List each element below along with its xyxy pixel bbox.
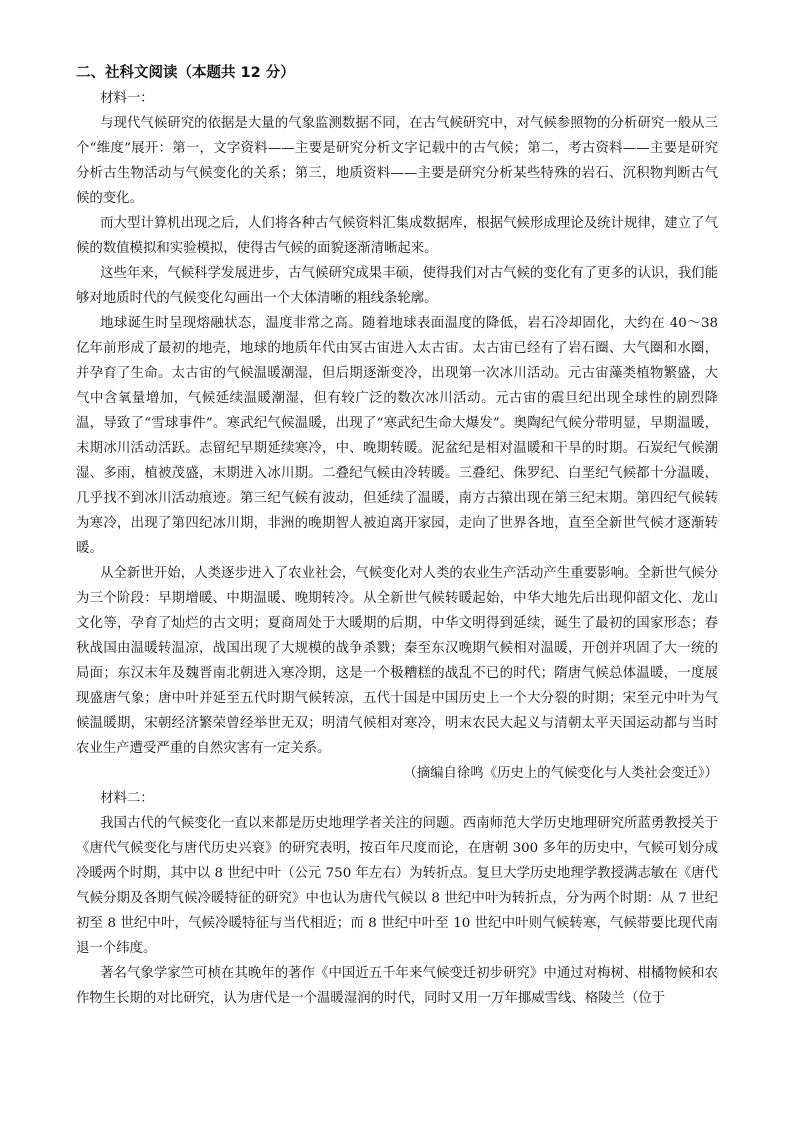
material-two-paragraph-1: 我国古代的气候变化一直以来都是历史地理学者关注的问题。西南师范大学历史地理研究所蓝勇教授关于《唐代气候变化与唐代历史兴衰》的研究表明，按百年尺度而论，在唐朝 300 多年的历史中，气候可划分成冷暖两个时期，其中以 8 世纪中叶（公元 750 年左右）为转折点。复旦大学历史地理学教授满志敏在《唐代气候分期及各期气候冷暖特征的研究》中也认为唐代气候以 8 世纪中叶为转折点，分为两个时期：从 7 世纪初至 8 世纪中叶，气候冷暖特征与当代相近；而 8 世纪中叶至 10 世纪中叶则气候转寒，气候带要比现代南退一个纬度。 bbox=[76, 816, 718, 956]
material-two-paragraph-2: 著名气象学家竺可桢在其晚年的著作《中国近五千年来气候变迁初步研究》中通过对梅树、柑橘物候和农作物生长期的对比研究，认为唐代是一个温暖湿润的时代，同时又用一万年挪威雪线、格陵兰（位于 bbox=[76, 966, 718, 1006]
material-two-label: 材料二： bbox=[100, 791, 154, 806]
material-one-paragraph-4: 地球诞生时呈现熔融状态，温度非常之高。随着地球表面温度的降低，岩石冷却固化，大约在 40～38 亿年前形成了最初的地壳，地球的地质年代由冥古宙进入太古宙。太古宙已经有了岩石圈、大气圈和水圈，并孕育了生命。太古宙的气候温暖潮湿，但后期逐渐变冷，出现第一次冰川活动。元古宙藻类植物繁盛，大气中含氧量增加，气候延续温暖潮湿，但有较广泛的数次冰川活动。元古宙的震旦纪出现全球性的剧烈降温，导致了“雪球事件”。寒武纪气候温暖，出现了“寒武纪生命大爆发”。奥陶纪气候分带明显，早期温暖，末期冰川活动活跃。志留纪早期延续寒冷，中、晚期转暖。泥盆纪是相对温暖和干旱的时期。石炭纪气候潮湿、多雨，植被茂盛，末期进入冰川期。二叠纪气候由冷转暖。三叠纪、侏罗纪、白垩纪气候都十分温暖，几乎找不到冰川活动痕迹。第三纪气候有波动，但延续了温暖，南方古猿出现在第三纪末期。第四纪气候转为寒冷，出现了第四纪冰川期，非洲的晚期智人被迫离开家园，走向了世界各地，直至全新世气候才逐渐转暖。 bbox=[76, 316, 718, 556]
material-one-paragraph-1: 与现代气候研究的依据是大量的气象监测数据不同，在古气候研究中，对气候参照物的分析研究一般从三个“维度”展开：第一，文字资料——主要是研究分析文字记载中的古气候；第二，考古资料——主要是研究分析古生物活动与气候变化的关系；第三，地质资料——主要是研究分析某些特殊的岩石、沉积物判断古气候的变化。 bbox=[76, 116, 718, 206]
material-one-paragraph-2: 而大型计算机出现之后，人们将各种古气候资料汇集成数据库，根据气候形成理论及统计规律，建立了气候的数值模拟和实验模拟，使得古气候的面貌逐渐清晰起来。 bbox=[76, 216, 718, 256]
material-one-paragraph-5: 从全新世开始，人类逐步进入了农业社会，气候变化对人类的农业生产活动产生重要影响。全新世气候分为三个阶段：早期增暖、中期温暖、晚期转冷。从全新世气候转暖起始，中华大地先后出现仰韶文化、龙山文化等，孕育了灿烂的古文明；夏商周处于大暖期的后期，中华文明得到延续，诞生了最初的国家形态；春秋战国由温暖转温凉，战国出现了大规模的战争杀戮；秦至东汉晚期气候相对温暖，开创并巩固了大一统的局面；东汉末年及魏晋南北朝进入寒冷期，这是一个极糟糕的战乱不已的时代；隋唐气候总体温暖，一度展现盛唐气象；唐中叶并延至五代时期气候转凉，五代十国是中国历史上一个大分裂的时期；宋至元中叶为气候温暖期，宋朝经济繁荣曾经举世无双；明清气候相对寒冷，明末农民大起义与清朝太平天国运动都与当时农业生产遭受严重的自然灾害有一定关系。 bbox=[76, 566, 718, 756]
section-heading: 二、社科文阅读（本题共 12 分） bbox=[76, 65, 295, 81]
material-one-source: （摘编自徐鸣《历史上的气候变化与人类社会变迁》） bbox=[403, 766, 718, 781]
material-one-paragraph-3: 这些年来，气候科学发展进步，古气候研究成果丰硕，使得我们对古气候的变化有了更多的认识，我们能够对地质时代的气候变化勾画出一个大体清晰的粗线条轮廓。 bbox=[76, 266, 718, 306]
material-one-label: 材料一： bbox=[100, 91, 154, 106]
